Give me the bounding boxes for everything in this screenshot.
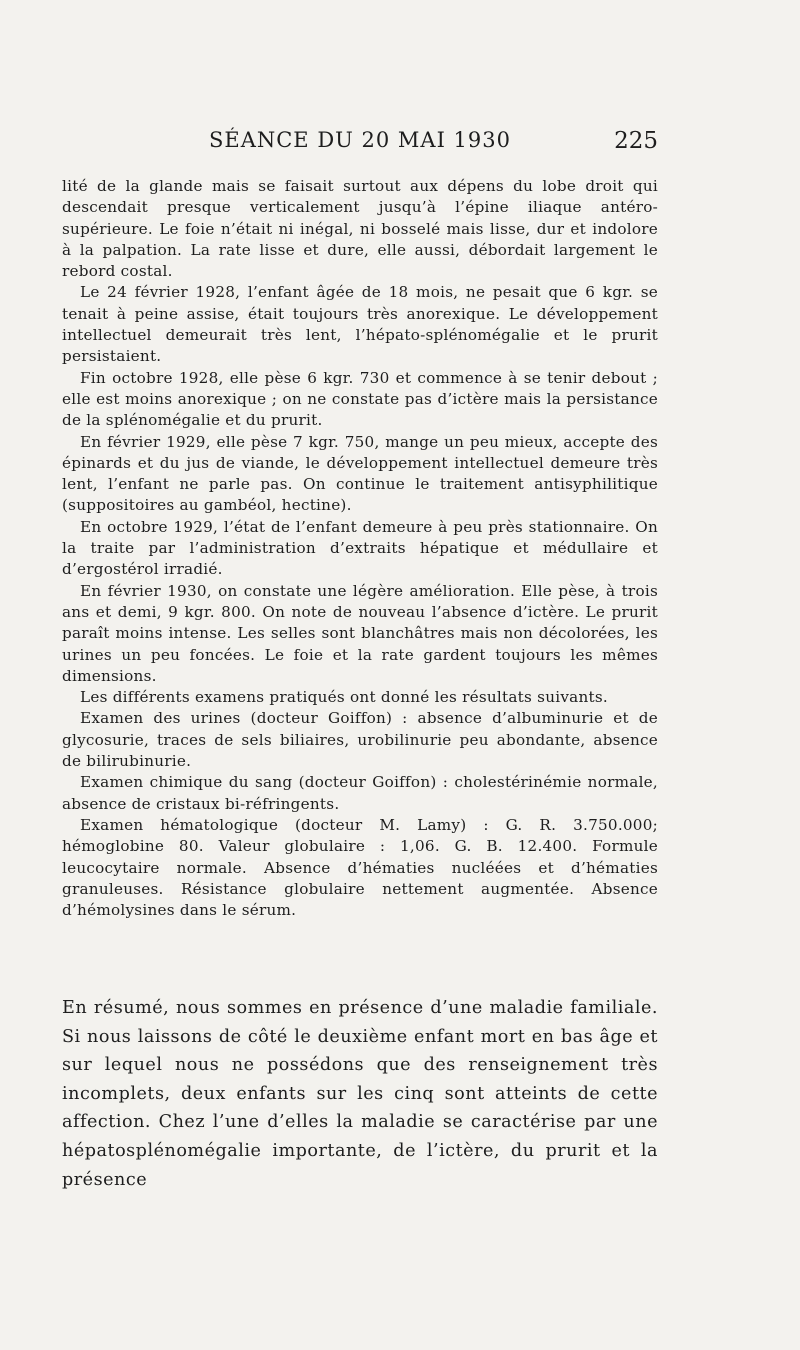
paragraph: Fin octobre 1928, elle pèse 6 kgr. 730 et commence à se tenir debout ; elle est moins anorexique ; on ne constate pas d’ictère mais la persistance de la splénomégalie et du prurit. [62, 368, 658, 430]
summary-section [62, 994, 658, 1194]
paragraph: En février 1929, elle pèse 7 kgr. 750, mange un peu mieux, accepte des épinards et du jus de viande, le développement intellectuel demeure très lent, l’enfant ne parle pas. On continue le traitement antisyphilitique (suppositoires au gambéol, hectine). [62, 432, 658, 515]
running-title: SÉANCE DU 20 MAI 1930 [208, 128, 512, 152]
body-text [62, 176, 658, 921]
paragraph: Le 24 février 1928, l’enfant âgée de 18 mois, ne pesait que 6 kgr. se tenait à peine assise, était toujours très anorexique. Le développement intellectuel demeurait très lent, l’hépato-splénomégalie et le prurit persistaient. [62, 283, 658, 366]
paragraph: Les différents examens pratiqués ont donné les résultats suivants. [80, 688, 608, 707]
running-header [62, 128, 658, 160]
page-number: 225 [614, 128, 658, 154]
paragraph: Examen chimique du sang (docteur Goiffon) : cholestérinémie normale, absence de cristaux bi-réfringents. [62, 773, 658, 813]
paragraph: Examen des urines (docteur Goiffon) : absence d’albuminurie et de glycosurie, traces de sels biliaires, urobilinurie peu abondante, absence de bilirubinurie. [62, 709, 658, 771]
paragraph: En octobre 1929, l’état de l’enfant demeure à peu près stationnaire. On la traite par l’administration d’extraits hépatique et médullaire et d’ergostérol irradié. [62, 517, 658, 579]
summary-paragraph: En résumé, nous sommes en présence d’une maladie familiale. Si nous laissons de côté le deuxième enfant mort en bas âge et sur lequel nous ne possédons que des renseignement très incomplets, deux enfants sur les cinq sont atteints de cette affection. Chez l’une d’elles la maladie se caractérise par une hépatosplénomégalie importante, de l’ictère, du prurit et la présence [62, 998, 658, 1190]
paragraph: Examen hématologique (docteur M. Lamy) : G. R. 3.750.000; hémoglobine 80. Valeur globulaire : 1,06. G. B. 12.400. Formule leucocytaire normale. Absence d’hématies nucléées et d’hématies granuleuses. Résistance globulaire nettement augmentée. Absence d’hémolysines dans le sérum. [62, 815, 658, 920]
paragraph: En février 1930, on constate une légère amélioration. Elle pèse, à trois ans et demi, 9 kgr. 800. On note de nouveau l’absence d’ictère. Le prurit paraît moins intense. Les selles sont blanchâtres mais non décolorées, les urines un peu foncées. Le foie et la rate gardent toujours les mêmes dimensions. [62, 581, 658, 685]
paragraph: lité de la glande mais se faisait surtout aux dépens du lobe droit qui descendait presque verticalement jusqu’à l’épine iliaque antéro-supérieure. Le foie n’était ni inégal, ni bosselé mais lisse, dur et indolore à la palpation. La rate lisse et dure, elle aussi, débordait largement le rebord costal. [62, 177, 658, 281]
